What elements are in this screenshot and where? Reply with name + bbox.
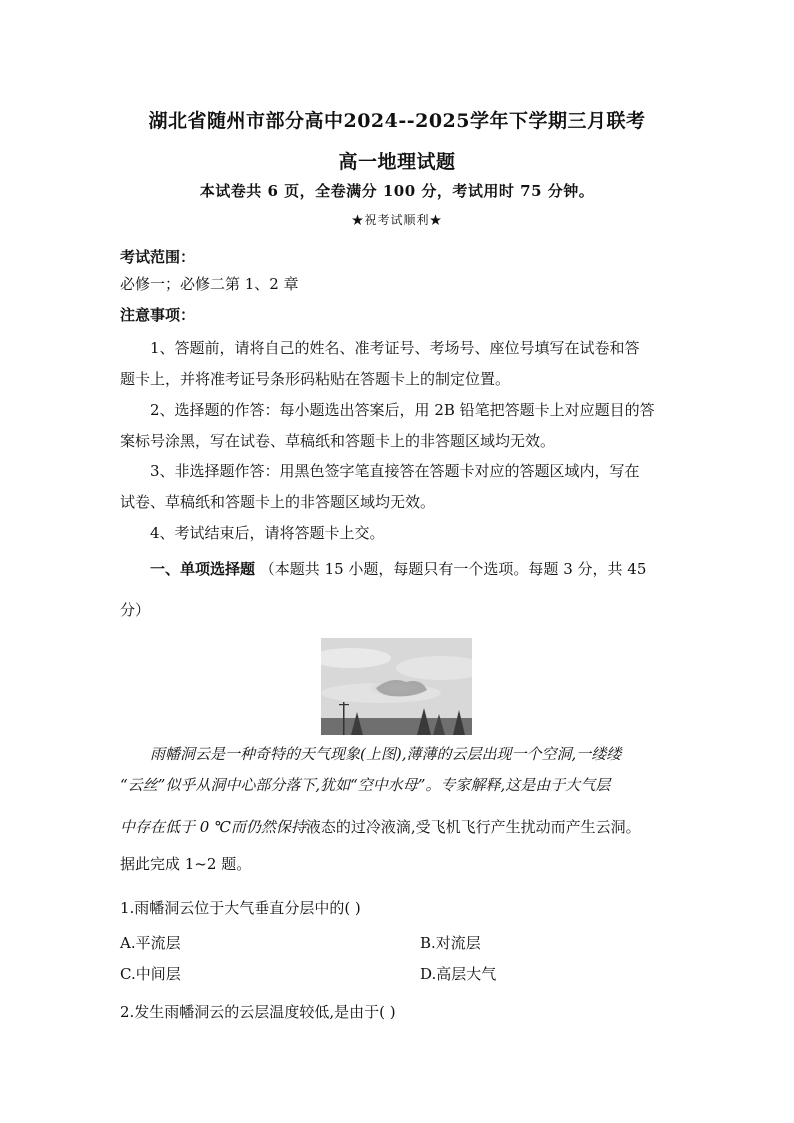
notes-label: 注意事项： [120,306,196,324]
option-d: D.高层大气 [420,965,497,983]
passage-fragment: 液态的过冷液滴,受飞机飞行产生扰动而产生云洞。 [305,818,641,836]
section-heading: 一、单项选择题 [150,560,256,578]
option-a: A.平流层 [120,934,181,952]
option-c: C.中间层 [120,965,181,983]
section-description: （本题共 15 小题，每题只有一个选项。每题 3 分，共 45 [259,560,647,578]
note-line: 3、非选择题作答：用黑色签字笔直接答在答题卡对应的答题区域内，写在 [150,462,640,480]
note-line: 2、选择题的作答：每小题选出答案后，用 2B 铅笔把答题卡上对应题目的答 [150,401,655,419]
passage-line [120,817,680,837]
scope-label: 考试范围： [120,248,196,266]
option-b: B.对流层 [420,934,481,952]
exam-title: 湖北省随州市部分高中2024--2025学年下学期三月联考 [148,110,646,132]
blessing-text: ★祝考试顺利★ [351,213,443,227]
passage-line: 据此完成 1~2 题。 [120,855,252,873]
scope-content: 必修一；必修二第 1、2 章 [120,275,299,293]
section-heading-line [120,559,680,579]
option-row [120,964,680,984]
exam-subject-title: 高一地理试题 [338,151,456,173]
question-stem: 1.雨幡洞云位于大气垂直分层中的( ) [120,899,361,917]
passage-fragment: 中存在低于 0 ℃而仍然保持 [120,818,306,836]
note-line: 试卷、草稿纸和答题卡上的非答题区域均无效。 [120,493,436,511]
note-line: 题卡上，并将准考证号条形码粘贴在答题卡上的制定位置。 [120,370,511,388]
passage-line: “云丝”似乎从洞中心部分落下,犹如“空中水母”。专家解释,这是由于大气层 [120,776,611,794]
question-stem: 2.发生雨幡洞云的云层温度较低,是由于( ) [120,1003,396,1021]
option-row [120,933,680,953]
note-line: 案标号涂黑，写在试卷、草稿纸和答题卡上的非答题区域均无效。 [120,432,556,450]
note-line: 4、考试结束后，请将答题卡上交。 [150,524,385,542]
section-description-cont: 分） [120,601,151,619]
note-line: 1、答题前，请将自己的姓名、准考证号、考场号、座位号填写在试卷和答 [150,339,640,357]
cloud-photo [321,638,472,735]
passage-line: 雨幡洞云是一种奇特的天气现象(上图),薄薄的云层出现一个空洞,一缕缕 [150,745,622,763]
exam-info: 本试卷共 6 页，全卷满分 100 分，考试用时 75 分钟。 [199,182,595,200]
